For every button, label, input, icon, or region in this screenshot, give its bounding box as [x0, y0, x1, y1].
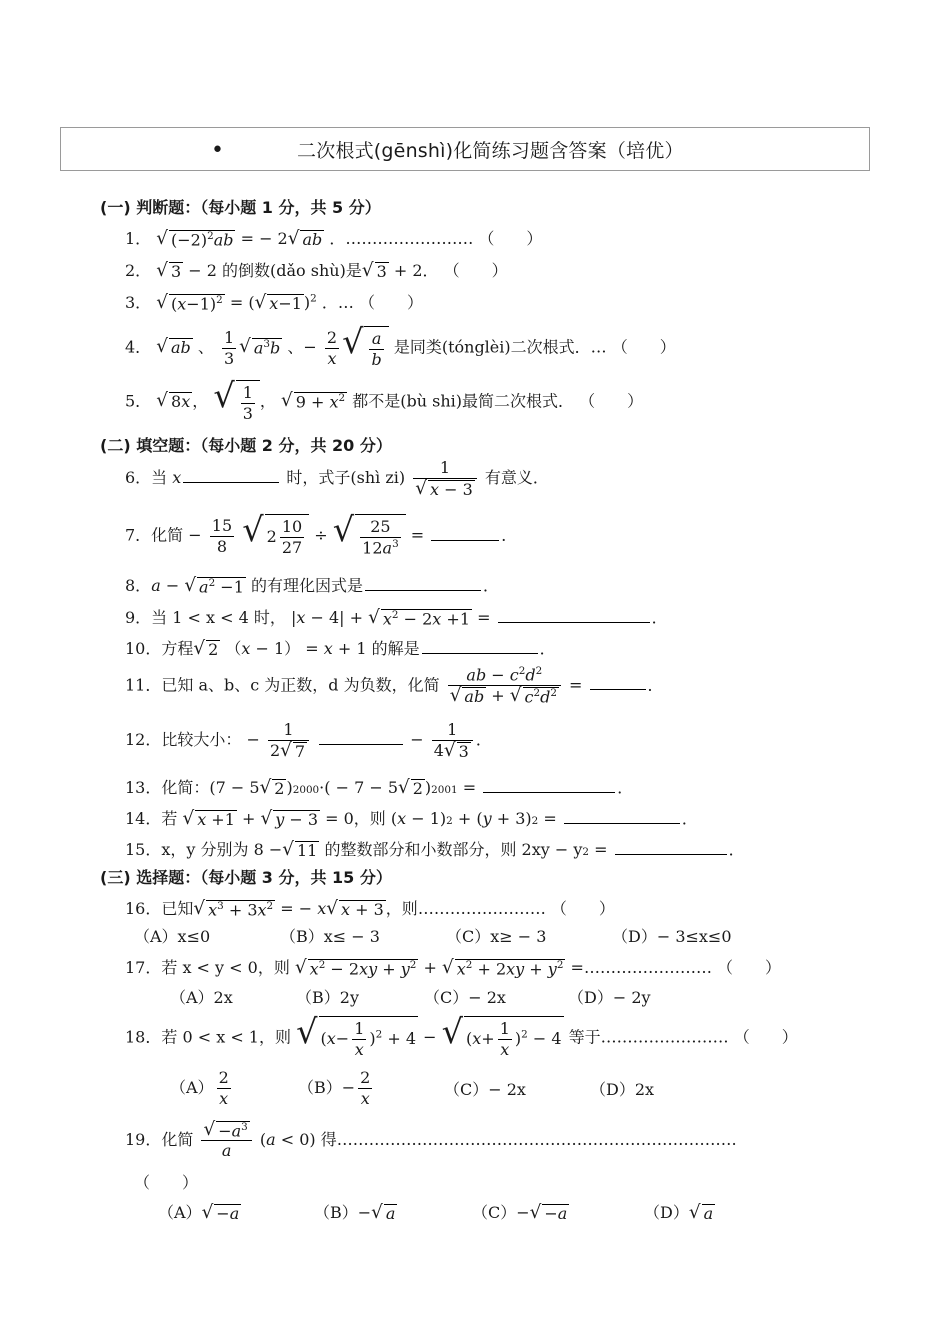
- page-title: 二次根式(gēnshì)化简练习题含答案（培优）: [297, 140, 684, 162]
- question-10: 10．方程 √ 2 （x − 1） = x + 1 的解是 ．: [125, 637, 556, 659]
- q18-option-a[interactable]: （A） $\frac{2}{x}$: [170, 1068, 229, 1108]
- answer-blank-12[interactable]: [319, 743, 403, 745]
- question-7: 7．化简 − $\frac{15}{8}$ √ 2 $\frac{10}{27}$ ÷ √ $\frac{25}{12a^3}$ = ．: [125, 510, 518, 558]
- question-16: 16．已知 √ $x^3 + 3x^2$ = − x √ x + 3 ，则…………………… （ ）: [125, 897, 615, 919]
- answer-blank-15[interactable]: [615, 853, 727, 855]
- answer-blank-10[interactable]: [422, 652, 538, 654]
- q18-option-b[interactable]: （B）− $\frac{2}{x}$: [298, 1068, 371, 1108]
- question-5: 5． √ 8x ， √ $\frac{1}{3}$ ， √ $9 + x^2$ 都不是(bù shi)最简二次根式． （ ）: [125, 376, 644, 423]
- answer-blank-8[interactable]: [365, 589, 481, 591]
- answer-blank-13[interactable]: [483, 791, 615, 793]
- question-6: 6．当 x 时，式子(shì zi) 1 √ x − 3 有意义．: [125, 458, 549, 499]
- answer-blank-7[interactable]: [431, 539, 499, 541]
- section-judgement-heading: (一) 判断题：（每小题 1 分，共 5 分）: [100, 198, 381, 217]
- question-8: 8．a − √ $a^2 -1$ 的有理化因式是 ．: [125, 574, 499, 596]
- question-18: 18．若 0 < x < 1，则 √ (x− $\frac{1}{x}$ )$^2$ + 4 − √ (x+ $\frac{1}{x}$ )$^2$ − 4 等于…………………… （ ）: [125, 1012, 798, 1059]
- question-2: 2． √ 3 − 2 的倒数(dǎo shù)是 √ 3 + 2． （ ）: [125, 259, 508, 281]
- question-14: 14．若 √ x +1 + √ y − 3 = 0，则 (x − 1)2 + (y + 3)2 = ．: [125, 807, 698, 829]
- section-choice-heading: (三) 选择题：（每小题 3 分，共 15 分）: [100, 868, 392, 887]
- q16-option-c[interactable]: （C）x≥ − 3: [446, 927, 547, 946]
- q16-option-b[interactable]: （B）x≤ − 3: [280, 927, 380, 946]
- answer-blank-14[interactable]: [564, 822, 680, 824]
- question-13: 13．化简：(7 − 5 √ 2 )2000·( − 7 − 5 √ 2 )2001 = ．: [125, 776, 634, 798]
- title-box: [60, 127, 870, 171]
- answer-blank-6[interactable]: [183, 481, 279, 483]
- question-3: 3． √ $(x-1)^2$ = ( √ x−1 )$^2$ ．… （ ）: [125, 291, 423, 313]
- q19-option-b[interactable]: （B）− √ a: [314, 1201, 396, 1223]
- section-fill-heading: (二) 填空题：（每小题 2 分，共 20 分）: [100, 436, 392, 455]
- q19-option-c[interactable]: （C）− √ −a: [472, 1201, 568, 1223]
- q17-option-d[interactable]: （D）− 2y: [568, 988, 651, 1007]
- bullet-dot: •: [211, 138, 224, 163]
- question-11: 11．已知 a、b、c 为正数，d 为负数，化简 ab − $c^2d^2$ √ ab + √ $c^2d^2$ = ．: [125, 665, 664, 707]
- q16-option-d[interactable]: （D）− 3≤x≤0: [612, 927, 732, 946]
- q18-option-c[interactable]: （C）− 2x: [444, 1080, 526, 1099]
- q17-option-a[interactable]: （A）2x: [170, 988, 233, 1007]
- question-19: 19．化简 √ $-a^3$ a (a < 0) 得…………………………………………………………………: [125, 1118, 737, 1161]
- question-17: 17．若 x < y < 0，则 √ $x^2 - 2xy + y^2$ + √ $x^2 + 2xy + y^2$ =…………………… （ ）: [125, 956, 782, 978]
- q19-option-d[interactable]: （D） √ a: [644, 1201, 714, 1223]
- question-15: 15．x，y 分别为 8 − √ 11 的整数部分和小数部分，则 2xy − y2 = ．: [125, 838, 745, 860]
- answer-blank-11[interactable]: [590, 688, 646, 690]
- q16-option-a[interactable]: （A）x≤0: [134, 927, 211, 946]
- q17-option-c[interactable]: （C）− 2x: [424, 988, 506, 1007]
- answer-blank-9[interactable]: [498, 621, 650, 623]
- q18-option-d[interactable]: （D）2x: [590, 1080, 655, 1099]
- question-12: 12．比较大小： − 1 2 √ 7 − 1 4 √ 3 ．: [125, 720, 492, 761]
- q19-paren: （ ）: [134, 1173, 199, 1192]
- question-1: 1． √ $(-2)^2ab$ = − 2 √ ab ．…………………… （ ）: [125, 227, 543, 249]
- q17-option-b[interactable]: （B）2y: [296, 988, 359, 1007]
- question-4: 4． √ ab 、 $\frac{1}{3}$ √ $a^3b$ 、− $\frac{2}{x}$ √ $\frac{a}{b}$ 是同类(tónglèi)二次根式．… （ ）: [125, 322, 676, 369]
- question-9: 9．当 1 < x < 4 时， |x − 4| + √ $x^2 - 2x +1$ = ．: [125, 606, 668, 628]
- q19-option-a[interactable]: （A） √ −a: [158, 1201, 240, 1223]
